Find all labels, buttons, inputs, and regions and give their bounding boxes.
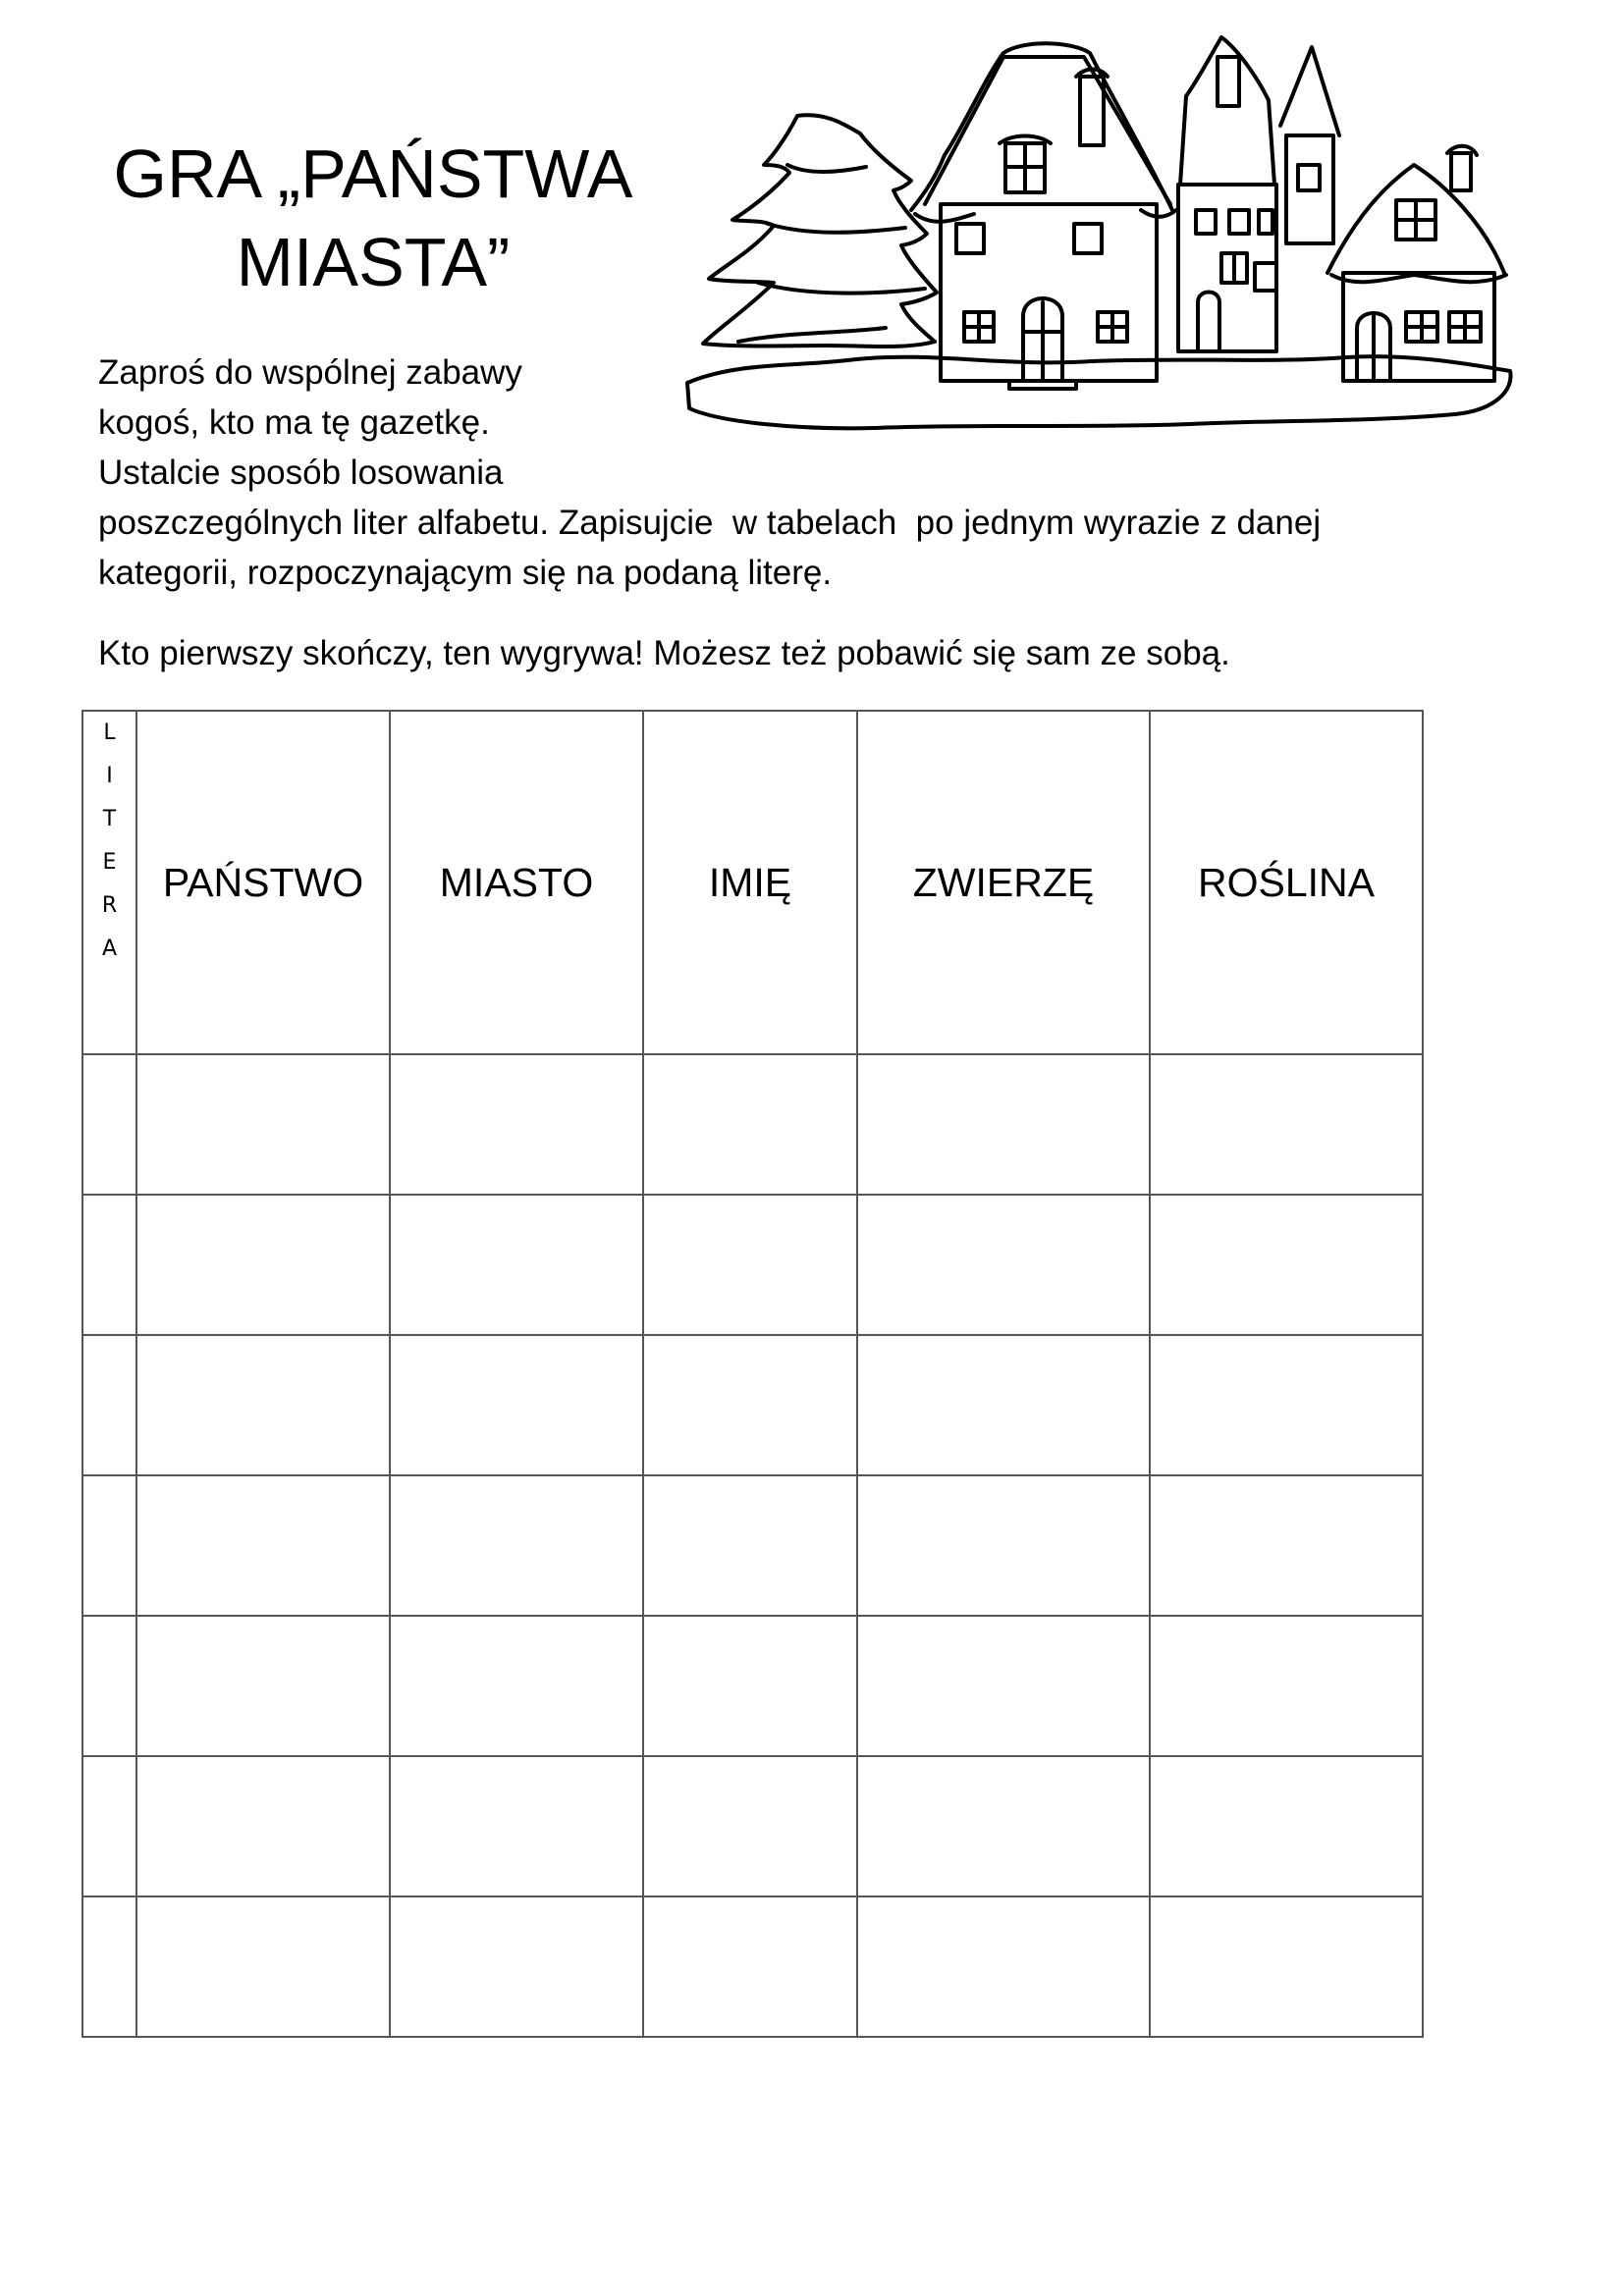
winner-text: Kto pierwszy skończy, ten wygrywa! Możesz też pobawić się sam ze sobą. — [98, 634, 1230, 672]
intro-line-4: poszczególnych liter alfabetu. Zapisujcie w tabelach po jednym wyrazie z danej — [98, 504, 1322, 542]
answer-cell[interactable] — [390, 1616, 643, 1756]
table-row — [82, 1195, 1423, 1335]
column-header-zwierze: ZWIERZĘ — [857, 711, 1150, 1054]
game-table — [81, 710, 1424, 2038]
answer-cell[interactable] — [1150, 1054, 1423, 1195]
litera-letter: I — [106, 764, 113, 788]
letter-cell[interactable] — [82, 1195, 136, 1335]
intro-line-2: kogoś, kto ma tę gazetkę. — [98, 403, 490, 442]
intro-line-1: Zaproś do wspólnej zabawy — [98, 353, 522, 392]
answer-cell[interactable] — [1150, 1616, 1423, 1756]
letter-cell[interactable] — [82, 1896, 136, 2037]
intro-text — [98, 347, 1512, 598]
answer-cell[interactable] — [643, 1335, 857, 1475]
letter-cell[interactable] — [82, 1616, 136, 1756]
answer-cell[interactable] — [390, 1475, 643, 1616]
answer-cell[interactable] — [643, 1475, 857, 1616]
table-body — [82, 1054, 1423, 2037]
table-row — [82, 1616, 1423, 1756]
answer-cell[interactable] — [643, 1195, 857, 1335]
answer-cell[interactable] — [136, 1896, 390, 2037]
column-header-imie: IMIĘ — [643, 711, 857, 1054]
answer-cell[interactable] — [136, 1335, 390, 1475]
litera-letter: A — [101, 936, 118, 961]
answer-cell[interactable] — [1150, 1195, 1423, 1335]
letter-cell[interactable] — [82, 1756, 136, 1896]
answer-cell[interactable] — [857, 1335, 1150, 1475]
table-row — [82, 1475, 1423, 1616]
answer-cell[interactable] — [643, 1054, 857, 1195]
table-header-row — [82, 711, 1423, 1054]
intro-line-3: Ustalcie sposób losowania — [98, 454, 504, 492]
table-row — [82, 1756, 1423, 1896]
answer-cell[interactable] — [136, 1475, 390, 1616]
intro-line-5: kategorii, rozpoczynającym się na podaną literę. — [98, 554, 833, 592]
answer-cell[interactable] — [857, 1054, 1150, 1195]
answer-cell[interactable] — [136, 1054, 390, 1195]
answer-cell[interactable] — [390, 1054, 643, 1195]
answer-cell[interactable] — [136, 1756, 390, 1896]
table-row — [82, 1335, 1423, 1475]
litera-letter: L — [103, 721, 116, 745]
answer-cell[interactable] — [1150, 1896, 1423, 2037]
litera-letter: R — [101, 893, 118, 918]
answer-cell[interactable] — [643, 1616, 857, 1756]
answer-cell[interactable] — [643, 1896, 857, 2037]
title-line-1: GRA „PAŃSTWA — [113, 135, 633, 212]
letter-cell[interactable] — [82, 1335, 136, 1475]
answer-cell[interactable] — [390, 1335, 643, 1475]
answer-cell[interactable] — [136, 1195, 390, 1335]
answer-cell[interactable] — [390, 1756, 643, 1896]
letter-cell[interactable] — [82, 1475, 136, 1616]
answer-cell[interactable] — [857, 1896, 1150, 2037]
answer-cell[interactable] — [1150, 1335, 1423, 1475]
column-header-roslina: ROŚLINA — [1150, 711, 1423, 1054]
letter-cell[interactable] — [82, 1054, 136, 1195]
column-header-panstwo: PAŃSTWO — [136, 711, 390, 1054]
table-row — [82, 1896, 1423, 2037]
answer-cell[interactable] — [857, 1616, 1150, 1756]
answer-cell[interactable] — [643, 1756, 857, 1896]
table-row — [82, 1054, 1423, 1195]
page-title — [69, 130, 677, 306]
answer-cell[interactable] — [136, 1616, 390, 1756]
litera-letter: T — [102, 807, 117, 831]
answer-cell[interactable] — [1150, 1756, 1423, 1896]
litera-letter: E — [102, 850, 117, 875]
title-line-2: MIASTA” — [236, 224, 511, 300]
litera-header — [82, 711, 136, 1054]
answer-cell[interactable] — [1150, 1475, 1423, 1616]
answer-cell[interactable] — [390, 1195, 643, 1335]
answer-cell[interactable] — [857, 1195, 1150, 1335]
answer-cell[interactable] — [390, 1896, 643, 2037]
answer-cell[interactable] — [857, 1756, 1150, 1896]
column-header-miasto: MIASTO — [390, 711, 643, 1054]
answer-cell[interactable] — [857, 1475, 1150, 1616]
